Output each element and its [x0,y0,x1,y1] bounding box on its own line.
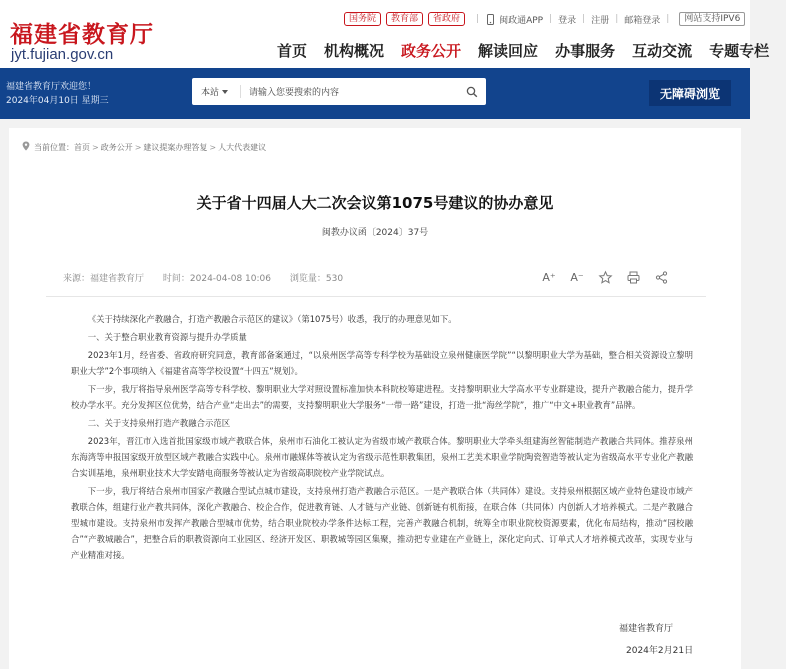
login-link[interactable]: 登录 [558,15,577,26]
breadcrumb-prefix: 当前位置： [34,142,74,152]
register-link[interactable]: 注册 [591,15,610,26]
search-bar-band [0,68,750,119]
document-number: 闽教办议函〔2024〕37号 [321,228,429,238]
utility-divider: | [476,14,480,24]
signature: 福建省教育厅 [619,624,674,634]
breadcrumb-proposals[interactable]: 建议提案办理答复 [143,142,208,152]
nav-item-gov-affairs[interactable]: 政务公开 [401,42,462,60]
site-logo-domain[interactable]: jyt.fujian.gov.cn [11,46,114,63]
search-input[interactable]: 请输入您要搜索的内容 [249,88,340,98]
breadcrumb-deputies[interactable]: 人大代表建议 [218,142,267,152]
section-heading: 二、关于支持泉州打造产教融合示范区 [87,418,231,428]
breadcrumb-separator: > [92,142,99,152]
font-smaller-label: A⁻ [570,270,584,284]
utility-divider: | [582,14,586,24]
nav-item-topics[interactable]: 专题专栏 [709,42,770,60]
article-meta [63,271,359,284]
mobile-phone-icon [485,14,496,25]
star-icon [599,271,612,284]
breadcrumb-separator: > [134,142,142,152]
font-larger-label: A⁺ [542,270,556,284]
article-source: 来源：福建省教育厅 [63,274,145,284]
ipv6-badge: 网站支持IPV6 [679,12,745,26]
nav-item-home[interactable]: 首页 [277,42,308,60]
article-paragraph: 下一步，我厅将结合泉州市国家产教融合型试点城市建设，支持泉州打造产教融合示范区。一是产教联合体（共同体）建设。支持泉州根据区域产业特色建设市域产教联合体，组建行业产教共同体，深化产教融合、校企合作，促进教育链、人才链与产业链、创新链有机衔接，在联合体（共同体）内创新人才培养模式。二是产教融合型城市建设。支持泉州市发挥产教融合型城市优势，结合职业院校办学条件达标工程，完善产教融合机制，统筹全市职业院校资源要素，优化布局结构，推动“园校融合”“产教城融合”，把整合后的职教资源向工业园区、经济开发区、职教城等园区集聚，推动把专业建在产业链上，深化定向式、订单式人才培养模式改革，实现专业与产业精准对接。 [71,486,693,560]
mobile-app-label: 闽政通APP [499,15,544,26]
search-icon [466,86,478,98]
email-login-link[interactable]: 邮箱登录 [624,15,661,26]
article-time: 时间：2024-04-08 10:06 [162,274,271,284]
search-scope-select[interactable] [192,85,240,98]
search-scope-label: 本站 [201,88,220,98]
accessibility-button[interactable]: 无障碍浏览 [649,80,731,106]
article-tools [535,268,675,286]
breadcrumb [22,141,266,153]
mobile-app-link[interactable] [485,13,543,26]
article-paragraph: 下一步，我厅将指导泉州医学高等专科学校、黎明职业大学对照设置标准加快本科院校筹建进程。支持黎明职业大学高水平专业群建设，提升产教融合能力，提升学校办学水平。充分发挥区位优势，结合产业“走出去”的需要，支持黎明职业大学服务“一带一路”建设，打造一批“海丝学院”，推广“中文+职业教育”品牌。 [71,384,693,410]
search-divider [240,85,241,98]
nav-item-interaction[interactable]: 互动交流 [632,42,693,60]
search-button[interactable] [458,78,486,105]
font-smaller-button[interactable] [563,268,591,286]
link-guowuyuan[interactable]: 国务院 [344,12,381,26]
article-title: 关于省十四届人大二次会议第1075号建议的协办意见 [196,194,554,212]
utility-bar [344,10,745,28]
article-views: 浏览量：530 [289,274,344,284]
sign-date: 2024年2月21日 [626,646,694,656]
print-button[interactable] [619,268,647,286]
utility-divider: | [615,14,619,24]
utility-divider: | [666,14,670,24]
nav-item-interpretation[interactable]: 解读回应 [478,42,539,60]
article-paragraph: 2023年1月，经省委、省政府研究同意，教育部备案通过，“以泉州医学高等专科学校为基础设立泉州健康医学院”“以黎明职业大学为基础，整合相关资源设立黎明职业大学”2个事项纳入《福建省高等学校设置“十四五”规划》。 [71,350,693,376]
share-button[interactable] [647,268,675,286]
welcome-block [6,80,109,108]
chevron-down-icon [222,90,228,94]
location-pin-icon [22,141,30,153]
article-card [9,128,741,669]
site-logo-name[interactable]: 福建省教育厅 [10,21,154,48]
welcome-text: 福建省教育厅欢迎您！ [6,82,97,92]
site-search [192,78,486,105]
meta-divider [46,296,706,297]
font-larger-button[interactable] [535,268,563,286]
section-heading: 一、关于整合职业教育资源与提升办学质量 [87,332,247,342]
breadcrumb-home[interactable]: 首页 [74,142,90,152]
article-paragraph: 2023年，晋江市入选首批国家级市域产教联合体，泉州市石油化工被认定为省级市域产教联合体。黎明职业大学牵头组建海丝智能制造产教融合共同体。推荐泉州东海湾等申报国家级开放型区域产教融合实践中心。泉州市融媒体等被认定为省级示范性职教集团，泉州工艺美术职业学院陶瓷智造等被认定为省级高水平专业化产教融合实训基地，泉州职业技术大学安踏电商服务等被认定为省级高职院校产业学院试点。 [71,436,693,478]
breadcrumb-gov-affairs[interactable]: 政务公开 [100,142,133,152]
nav-item-about[interactable]: 机构概况 [324,42,385,60]
favorite-button[interactable] [591,268,619,286]
site-header [0,0,770,68]
share-icon [655,271,668,284]
current-date: 2024年04月10日 星期三 [6,96,109,106]
article-body [71,311,693,565]
link-jiaoyubu[interactable]: 教育部 [386,12,423,26]
printer-icon [627,271,640,284]
link-shengzhengfu[interactable]: 省政府 [428,12,465,26]
article-paragraph: 《关于持续深化产教融合，打造产教融合示范区的建议》（第1075号）收悉，我厅的办理意见如下。 [87,314,457,324]
utility-divider: | [549,14,553,24]
main-nav [277,40,786,61]
breadcrumb-separator: > [209,142,217,152]
nav-item-services[interactable]: 办事服务 [555,42,616,60]
